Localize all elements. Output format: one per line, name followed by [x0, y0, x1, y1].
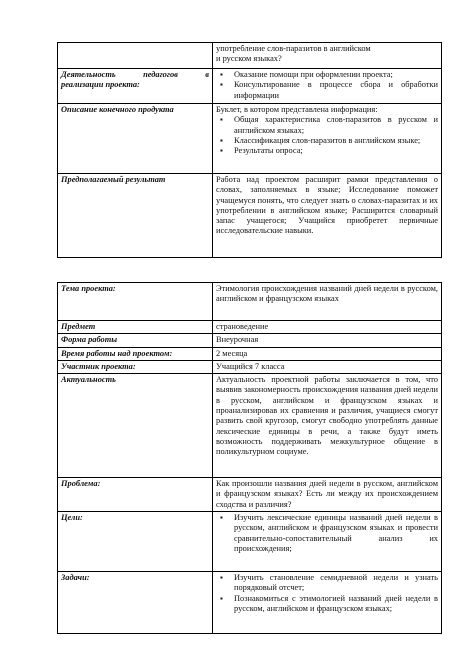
row-value [213, 43, 442, 69]
project-table-2 [57, 282, 442, 634]
table-row [58, 43, 442, 69]
table-row [58, 360, 442, 373]
list-item: ▪ Консультирование в процессе сбора и обработки информации [234, 80, 438, 101]
row-value: Учащийся 7 класса [213, 360, 442, 373]
table-row [58, 374, 442, 478]
table-row [58, 321, 442, 334]
table-row [58, 512, 442, 572]
list-item: ▪ Результаты опроса; [234, 146, 438, 156]
list-item: ▪ Общая характеристика слов-паразитов в русском и английском языках; [234, 115, 438, 136]
bullet-list [216, 573, 438, 614]
label-word: Деятельность [61, 70, 116, 79]
row-value: Внеурочная [213, 334, 442, 347]
project-table-1 [57, 42, 442, 258]
table-row [58, 283, 442, 321]
text-line: и русском языках? [216, 54, 282, 64]
row-label [58, 43, 213, 69]
table-row [58, 334, 442, 347]
row-value [213, 69, 442, 104]
row-label: Проблема: [58, 478, 213, 512]
bullet-list [216, 115, 438, 156]
row-label: Цели: [58, 512, 213, 572]
row-label: Предмет [58, 321, 213, 334]
row-label: Задачи: [58, 572, 213, 634]
row-label: Время работы над проектом: [58, 347, 213, 360]
row-value [213, 104, 442, 174]
bullet-list [216, 70, 438, 101]
row-value: Этимология происхождения названий дней недели в русском, английском и французском языках [213, 283, 442, 321]
list-item: ▪ Классификация слов-паразитов в английском языке; [234, 136, 438, 146]
intro-text: Буклет, в котором представлена информация: [216, 105, 378, 114]
row-value: Как произошли названия дней недели в русском, английском и французском языках? Есть ли между их происхождением сходства и различия? [213, 478, 442, 512]
row-label: Описание конечного продукта [58, 104, 213, 174]
row-label: Тема проекта: [58, 283, 213, 321]
row-label: Предполагаемый результат [58, 174, 213, 258]
label-word: в [205, 70, 209, 79]
table-row [58, 347, 442, 360]
table-row [58, 174, 442, 258]
bullet-list [216, 513, 438, 554]
text-line: употребление слов-паразитов в английском [216, 44, 371, 53]
row-value: Актуальность проектной работы заключается в том, что выявив закономерность происхождения названия дней недели в русском, английском и французском языках и проанализировав их сравнения и различия, учащиеся смогут развить свой кругозор, смогут свободно употреблять данные лексические единицы в речи, а также будут иметь возможность поддерживать межкультурное общение в поликультурном социуме. [213, 374, 442, 478]
list-item: ▪ Познакомиться с этимологией названий дней недели в русском, английском и французском языках; [234, 594, 438, 615]
row-label [58, 69, 213, 104]
list-item: ▪ Изучить лексические единицы названий дней недели в русском, английском и французском языках и провести сравнительно-сопоставительный анализ их происхождения; [234, 513, 438, 554]
row-label: Участник проекта: [58, 360, 213, 373]
label-line: реализации проекта: [61, 80, 140, 90]
row-value [213, 572, 442, 634]
row-value: страноведение [213, 321, 442, 334]
table-row [58, 69, 442, 104]
list-item: ▪ Изучить становление семидневной недели и узнать порядковый отсчет; [234, 573, 438, 594]
label-word: педагогов [143, 70, 178, 79]
table-row [58, 478, 442, 512]
row-label: Форма работы [58, 334, 213, 347]
table-row [58, 104, 442, 174]
row-value: 2 месяца [213, 347, 442, 360]
table-row [58, 572, 442, 634]
row-label: Актуальность [58, 374, 213, 478]
row-value [213, 512, 442, 572]
list-item: ▪ Оказание помощи при оформлении проекта; [234, 70, 438, 80]
row-value: Работа над проектом расширит рамки представления о словах, заполняемых в языке; Исследование поможет учащемуся понять, что следует знать о словах-паразитах и их употреблении в английском языке; Расширится словарный запас учащегося; Учащийся приобретет первичные исследовательские навыки. [213, 174, 442, 258]
